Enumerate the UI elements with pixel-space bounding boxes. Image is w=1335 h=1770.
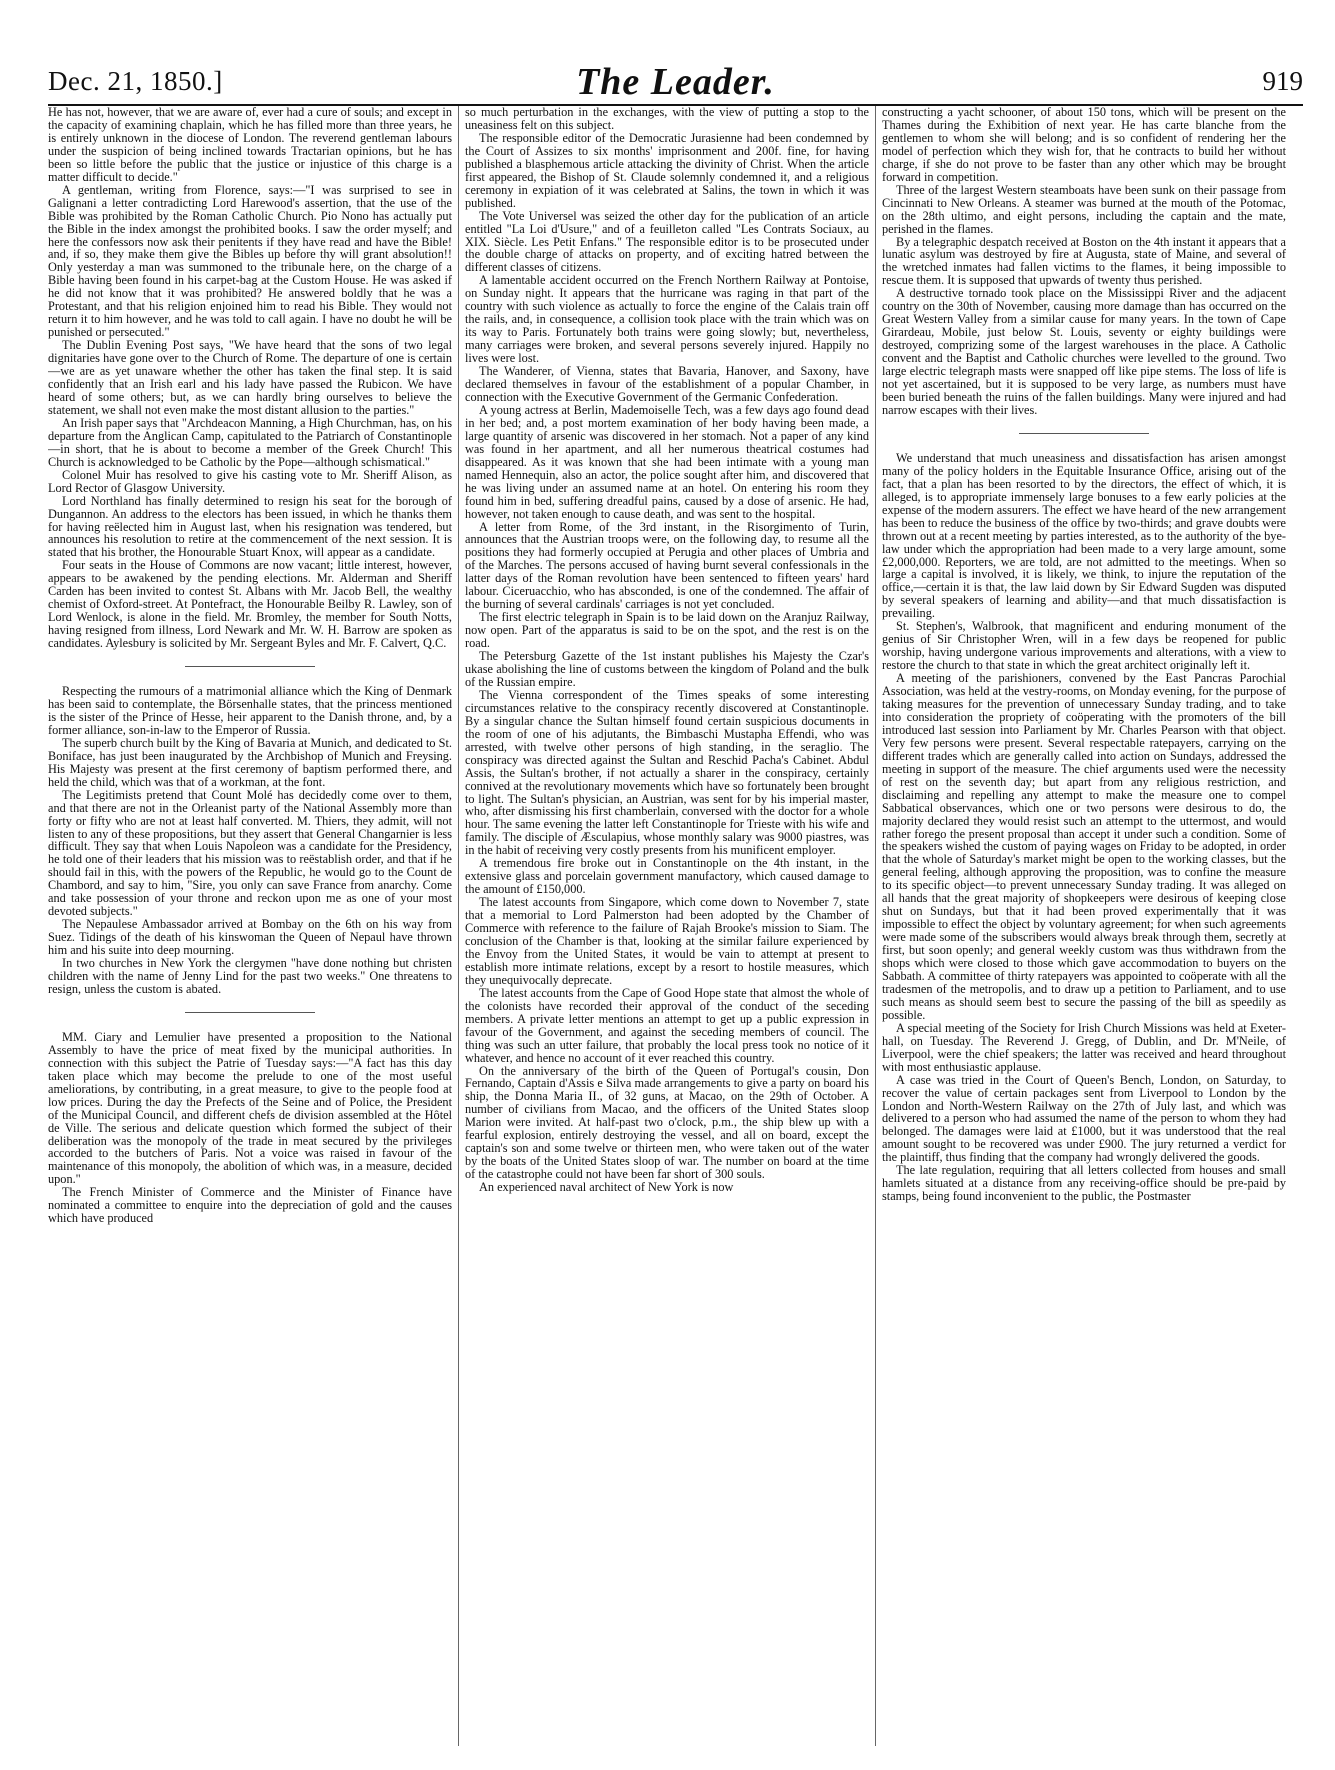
paragraph: The French Minister of Commerce and the Minister of Finance have nominated a committee to enquire into the depreciation of gold and the causes which have produced xyxy=(48,1185,452,1226)
paragraph: He has not, however, that we are aware of, ever had a cure of souls; and except in the capacity of examining chaplain, which he has filled more than three years, he is entirely unknown in the diocese of London. The reverend gentleman labours under the suspicion of being inclined towards Tractarian opinions, but he has been so little before the public that the justice or injustice of this charge is a matter difficult to decide." xyxy=(48,106,452,184)
paragraph: A young actress at Berlin, Mademoiselle Tech, was a few days ago found dead in her bed; and, a post mortem examination of her body having been made, a large quantity of arsenic was discovered in her stomach. Not a paper of any kind was found in her apartment, and all her numerous theatrical costumes had disappeared. As it was known that she had been intimate with a young man named Hennequin, also an actor, the police sought after him, and discovered that he was living under an assumed name at an hotel. On entering his room they found him in bed, suffering dreadful pains, caused by a dose of arsenic. He had, however, not taken enough to cause death, and was sent to the hospital. xyxy=(465,402,869,521)
paragraph: Three of the largest Western steamboats have been sunk on their passage from Cincinnati to New Orleans. A steamer was burned at the mouth of the Potomac, on the 28th ultimo, and eight persons, including the captain and the mate, perished in the flames. xyxy=(882,182,1286,236)
column-1 xyxy=(48,106,452,1746)
paragraph: St. Stephen's, Walbrook, that magnificent and enduring monument of the genius of Sir Christopher Wren, will in a few days be reopened for public worship, having undergone various improvements and alterations, with a view to restore the church to that state in which the great architect originally left it. xyxy=(882,619,1286,673)
paragraph: A meeting of the parishioners, convened by the East Pancras Parochial Association, was held at the vestry-rooms, on Monday evening, for the purpose of taking measures for the prevention of unnecessary Sunday trading, and to take into consideration the propriety of coöperating with the promoters of the bill introduced last session into Parliament by Mr. Charles Pearson with that object. Very few persons were present. Several respectable ratepayers, carrying on the different trades which are generally called into action on Sundays, addressed the meeting in support of the measure. The chief arguments used were the necessity of rest on the seventh day; but apart from any religious restriction, and disclaiming and repelling any attempt to make the measure one to compel Sabbatical observances, which one or two persons were desirous to do, the majority declared they would resist such an attempt to the uttermost, and would rather forego the present proposal than accept it under such a condition. Some of the speakers wished the custom of paying wages on Friday to be adopted, in order that the whole of Saturday's market might be open to the working classes, but the general feeling, although approving the proposition, was to confine the measure to its specific object—to prevent unnecessary Sunday trading. It was alleged on all hands that the great majority of shopkeepers were desirous of keeping close shut on Sundays, but that it had been proved experimentally that it was impossible to effect the object by voluntary agreement; for when such agreements were made some of the subscribers would always break through them, secretly at first, but soon openly; and general weekly custom was thus withdrawn from the shops which were closed to those which gave accommodation to buyers on the Sabbath. A committee of thirty ratepayers was appointed to coöperate with all the tradesmen of the metropolis, and to draw up a petition to Parliament, and to use such means as should seem best to secure the passing of the bill as speedily as possible. xyxy=(882,671,1286,1022)
paragraph: On the anniversary of the birth of the Queen of Portugal's cousin, Don Fernando, Captain d'Assis e Silva made arrangements to give a party on board his ship, the Donna Maria II., of 32 guns, at Macao, on the 29th of October. A number of civilians from Macao, and the officers of the United States sloop Marion were invited. At half-past two o'clock, p.m., the ship blew up with a fearful explosion, entirely destroying the vessel, and all on board, except the captain's son and some twelve or thirteen men, who were taken out of the water by the boats of the United States sloop of war. The number on board at the time of the catastrophe could not have been far short of 300 souls. xyxy=(465,1063,869,1182)
paragraph: A case was tried in the Court of Queen's Bench, London, on Saturday, to recover the value of certain packages sent from Liverpool to London by the London and North-Western Railway on the 27th of July last, and which was delivered to a person who had assumed the name of the person to whom they had belonged. The damages were laid at £1000, but it was understood that the real amount sought to be recovered was under £900. The jury returned a verdict for the plaintiff, thus finding that the company had wrongly delivered the goods. xyxy=(882,1072,1286,1165)
column-rule xyxy=(875,106,876,1746)
paragraph: By a telegraphic despatch received at Boston on the 4th instant it appears that a lunatic asylum was destroyed by fire at Augusta, state of Maine, and several of the wretched inmates had fallen victims to the flames, it being impossible to rescue them. It is supposed that upwards of twenty thus perished. xyxy=(882,234,1286,288)
paragraph: Respecting the rumours of a matrimonial alliance which the King of Denmark has been said to contemplate, the Börsenhalle states, that the princess mentioned is the sister of the Prince of Hesse, heir apparent to the Danish throne, and, by a former alliance, son-in-law to the Emperor of Russia. xyxy=(48,684,452,737)
paragraph: Colonel Muir has resolved to give his casting vote to Mr. Sheriff Alison, as Lord Rector of Glasgow University. xyxy=(48,467,452,495)
paragraph: A lamentable accident occurred on the French Northern Railway at Pontoise, on Sunday night. It appears that the hurricane was raging in that part of the country with such violence as actually to force the engine of the Calais train off the rails, and, in consequence, a collision took place with the train which was on its way to Paris. Fortunately both trains were going slowly; but, nevertheless, many carriages were broken, and several persons severely injured. Happily no lives were lost. xyxy=(465,273,869,366)
paragraph: The Dublin Evening Post says, "We have heard that the sons of two legal dignitaries have gone over to the Church of Rome. The departure of one is certain—we are as yet unaware whether the other has taken the final step. It is said confidently that an Irish earl and his lady have passed the Rubicon. We have heard of some others; but, as we can hardly bring ourselves to believe the statement, we shall not even make the most distant allusion to the parties." xyxy=(48,338,452,417)
column-3 xyxy=(882,106,1286,1746)
section-divider xyxy=(185,1012,315,1013)
paragraph: A gentleman, writing from Florence, says:—"I was surprised to see in Galignani a letter contradicting Lord Harewood's assertion, that the use of the Bible was prohibited by the Roman Catholic Church. Pio Nono has actually put the Bible in the index amongst the prohibited books. I saw the order myself; and here the confessors now ask their penitents if they have read and have the Bible! and, if so, they make them give the Bibles up before thy will grant absolution!! Only yesterday a man was summoned to the tribunale here, on the charge of a Bible having been found in his carpet-bag at the Custom House. He was asked if he did not know that it was prohibited? He answered boldly that he was a Protestant, and that his religion enjoined him to read his Bible. They would not return it to him however, and he was told to call again. I have no doubt he will be punished or persecuted." xyxy=(48,182,452,340)
section-divider xyxy=(1019,433,1149,434)
paragraph: The responsible editor of the Democratic Jurasienne had been condemned by the Court of Assizes to six months' imprisonment and 200f. fine, for having published a blasphemous article attacking the divinity of Christ. When the article first appeared, the Bishop of St. Claude solemnly condemned it, and a religious ceremony in expiation of it was celebrated at Salins, the town in which it was published. xyxy=(465,130,869,210)
paragraph: An experienced naval architect of New York is now xyxy=(479,1180,734,1195)
paragraph: The late regulation, requiring that all letters collected from houses and small hamlets situated at a distance from any receiving-office should be pre-paid by stamps, being found inconvenient to the public, the Postmaster xyxy=(882,1163,1286,1204)
paragraph: The first electric telegraph in Spain is to be laid down on the Aranjuz Railway, now open. Part of the apparatus is said to be on the spot, and the rest is on the road. xyxy=(465,610,869,651)
paragraph: The Nepaulese Ambassador arrived at Bombay on the 6th on his way from Suez. Tidings of the death of his kinswoman the Queen of Nepaul have thrown him and his suite into deep mourning. xyxy=(48,917,452,958)
paragraph: The Legitimists pretend that Count Molé has decidedly come over to them, and that there are not in the Orleanist party of the National Assembly more than forty or fifty who are not at least half converted. M. Thiers, they admit, will not listen to any of these propositions, but they assert that General Changarnier is less difficult. They say that when Louis Napoleon was a candidate for the Presidency, he told one of their leaders that his mission was to reëstablish order, and that if he should fail in this, with the powers of the Republic, he would go to the Count de Chambord, and say to him, "Sire, you only can save France from anarchy. Come and take possession of your throne and reckon upon me as one of your most devoted subjects." xyxy=(48,787,452,919)
paragraph: In two churches in New York the clergymen "have done nothing but christen children with the name of Jenny Lind for the past two weeks." One threatens to resign, unless the custom is abated. xyxy=(48,956,452,996)
column-rule xyxy=(458,106,459,1746)
paragraph: A letter from Rome, of the 3rd instant, in the Risorgimento of Turin, announces that the Austrian troops were, on the following day, to resume all the positions they had formerly occupied at Perugia and other places of Umbria and of the Marches. The persons accused of having burnt several confessionals in the latter days of the Roman revolution have been sentenced to fifteen years' hard labour. Ciceruacchio, who has absconded, is one of the condemned. The affair of the burning of several cardinals' carriages is not yet concluded. xyxy=(465,519,869,612)
paragraph: The Vote Universel was seized the other day for the publication of an article entitled "La Loi d'Usure," and of a feuilleton called "Les Contrats Sociaux, au XIX. Siècle. Les Petit Enfans." The responsible editor is to be prosecuted under the double charge of attacks on property, and of exciting hatred between the different classes of citizens. xyxy=(465,208,869,275)
paragraph: so much perturbation in the exchanges, with the view of putting a stop to the uneasiness felt on this subject. xyxy=(465,106,869,132)
paragraph: An Irish paper says that "Archdeacon Manning, a High Churchman, has, on his departure from the Anglican Camp, capitulated to the Patriarch of Constantinople—in short, that he is about to become a member of the Greek Church! This Church is acknowledged to be Catholic by the Pope—although schismatical." xyxy=(48,415,452,469)
paragraph: Four seats in the House of Commons are now vacant; little interest, however, appears to be awakened by the pending elections. Mr. Alderman and Sheriff Carden has been invited to contest St. Albans with Mr. Jacob Bell, the wealthy chemist of Oxford-street. At Pontefract, the Honourable Beilby R. Lawley, son of Lord Wenlock, is alone in the field. Mr. Bromley, the member for South Notts, having resigned from illness, Lord Newark and Mr. W. H. Barrow are spoken as candidates. Aylesbury is solicited by Mr. Sergeant Byles and Mr. F. Calvert, Q.C. xyxy=(48,558,452,651)
paragraph: A destructive tornado took place on the Mississippi River and the adjacent country on the 30th of November, causing more damage than has occurred on the Great Western Valley from a similar cause for many years. In the town of Cape Girardeau, Mobile, just below St. Louis, seventy or eighty buildings were destroyed, comprizing some of the largest warehouses in the place. A Catholic convent and the Baptist and Catholic churches were levelled to the ground. Two large electric telegraph masts were snapped off like pipe stems. The loss of life is not yet ascertained, but it is supposed to be very large, as numbers must have been buried beneath the ruins of the fallen buildings. Many were injured and had narrow escapes with their lives. xyxy=(882,286,1286,417)
column-2 xyxy=(465,106,869,1746)
issue-date: Dec. 21, 1850.] xyxy=(48,66,223,96)
paragraph: Lord Northland has finally determined to resign his seat for the borough of Dungannon. An address to the electors has been issued, in which he thanks them for having reëlected him in August last, when his resignation was tendered, but announces his resolution to retire at the commencement of the next session. It is stated that his brother, the Honourable Stuart Knox, will appear as a candidate. xyxy=(48,493,452,560)
paragraph: The Petersburg Gazette of the 1st instant publishes his Majesty the Czar's ukase abolishing the line of customs between the kingdom of Poland and the bulk of the Russian empire. xyxy=(465,649,869,689)
masthead-title: The Leader. xyxy=(576,61,775,103)
paragraph: The Wanderer, of Vienna, states that Bavaria, Hanover, and Saxony, have declared themselves in favour of the establishment of a popular Chamber, in connection with the Executive Government of the Germanic Confederation. xyxy=(465,364,869,404)
paragraph: A special meeting of the Society for Irish Church Missions was held at Exeter-hall, on Tuesday. The Reverend J. Gregg, of Dublin, and Dr. M'Neile, of Liverpool, were the chief speakers; the latter was received and heard throughout with most enthusiastic applause. xyxy=(882,1020,1286,1074)
paragraph: constructing a yacht schooner, of about 150 tons, which will be present on the Thames during the Exhibition of next year. He has carte blanche from the gentlemen to whom she will belong; and is so confident of rendering her the model of perfection which they wish for, that he contracts to build her without charge, if she do not prove to be faster than any other which may be brought forward in competition. xyxy=(882,106,1286,184)
paragraph: The superb church built by the King of Bavaria at Munich, and dedicated to St. Boniface, has just been inaugurated by the Archbishop of Munich and Freysing. His Majesty was present at the first ceremony of baptism performed there, and held the child, which was that of a workman, at the font. xyxy=(48,735,452,789)
paragraph: The Vienna correspondent of the Times speaks of some interesting circumstances relative to the conspiracy recently discovered at Constantinople. By a singular chance the Sultan himself found certain suspicious documents in the room of one of his adjutants, the Bimbaschi Mustapha Effendi, who was arrested, with twelve other persons of high standing, in the seraglio. The conspiracy was directed against the Sultan and Reschid Pacha's Cabinet. Abdul Assis, the Sultan's brother, if not actually a sharer in the conspiracy, certainly connived at the revolutionary movements which have so fortunately been brought to light. The Sultan's physician, an Austrian, was sent for by his imperial master, who, after dismissing his first chamberlain, conversed with the doctor for a whole hour. The same evening the latter left Constantinople for Trieste with his wife and family. The disciple of Æsculapius, whose monthly salary was 9000 piastres, was in the habit of receiving very costly presents from his munificent employer. xyxy=(465,687,869,858)
paragraph: A tremendous fire broke out in Constantinople on the 4th instant, in the extensive glass and porcelain government manufactory, which caused damage to the amount of £150,000. xyxy=(465,856,869,897)
paragraph: MM. Ciary and Lemulier have presented a proposition to the National Assembly to have the price of meat fixed by the municipal authorities. In connection with this subject the Patrie of Tuesday says:—"A fact has this day taken place which may become the prelude to one of the most useful ameliorations, by contributing, in a great measure, to give to the people food at low prices. During the day the Prefects of the Seine and of Police, the President of the Municipal Council, and different chefs de division assembled at the Hôtel de Ville. The serious and delicate question which formed the subject of their deliberation was the monopoly of the trade in meat secured by the privileges accorded to the butchers of Paris. Not a voice was raised in favour of the maintenance of this monopoly, the abolition of which was, in a measure, decided upon." xyxy=(48,1029,452,1187)
page-number: 919 xyxy=(1262,66,1303,96)
section-divider xyxy=(185,666,315,667)
page-header xyxy=(48,60,1303,110)
paragraph: The latest accounts from Singapore, which come down to November 7, state that a memorial to Lord Palmerston had been adopted by the Chamber of Commerce with reference to the failure of Rajah Brooke's mission to Siam. The conclusion of the Chamber is that, looking at the similar failure experienced by the Envoy from the United States, it would be vain to attempt at present to establish more intimate relations, except by a resort to hostile measures, which they unequivocally deprecate. xyxy=(465,895,869,987)
paragraph: The latest accounts from the Cape of Good Hope state that almost the whole of the colonists have recorded their approval of the conduct of the seceding members. A private letter mentions an attempt to get up a public expression in favour of the Government, and against the seceding members of council. The thing was such an utter failure, that probably the local press took no notice of it whatever, and hence no account of it ever reached this country. xyxy=(465,985,869,1065)
paragraph: We understand that much uneasiness and dissatisfaction has arisen amongst many of the policy holders in the Equitable Insurance Office, arising out of the fact, that a plan has been resorted to by the directors, the effect of which, it is alleged, is to appropriate immensely large bonuses to a few early policies at the expense of the modern assurers. The effect we have heard of the new arrangement has been to reduce the business of the office by two-thirds; and grave doubts were thrown out at a recent meeting by parties interested, as to the authority of the bye-law under which the appropriation had been made to a very large amount, some £2,000,000. Reporters, we are told, are not admitted to the meetings. When so large a capital is involved, it is likely, we think, to injure the reputation of the office,—certain it is that, the law laid down by Sir Edward Sugden was disputed by several speakers of learning and ability—and that much dissatisfaction is prevailing. xyxy=(882,450,1286,621)
